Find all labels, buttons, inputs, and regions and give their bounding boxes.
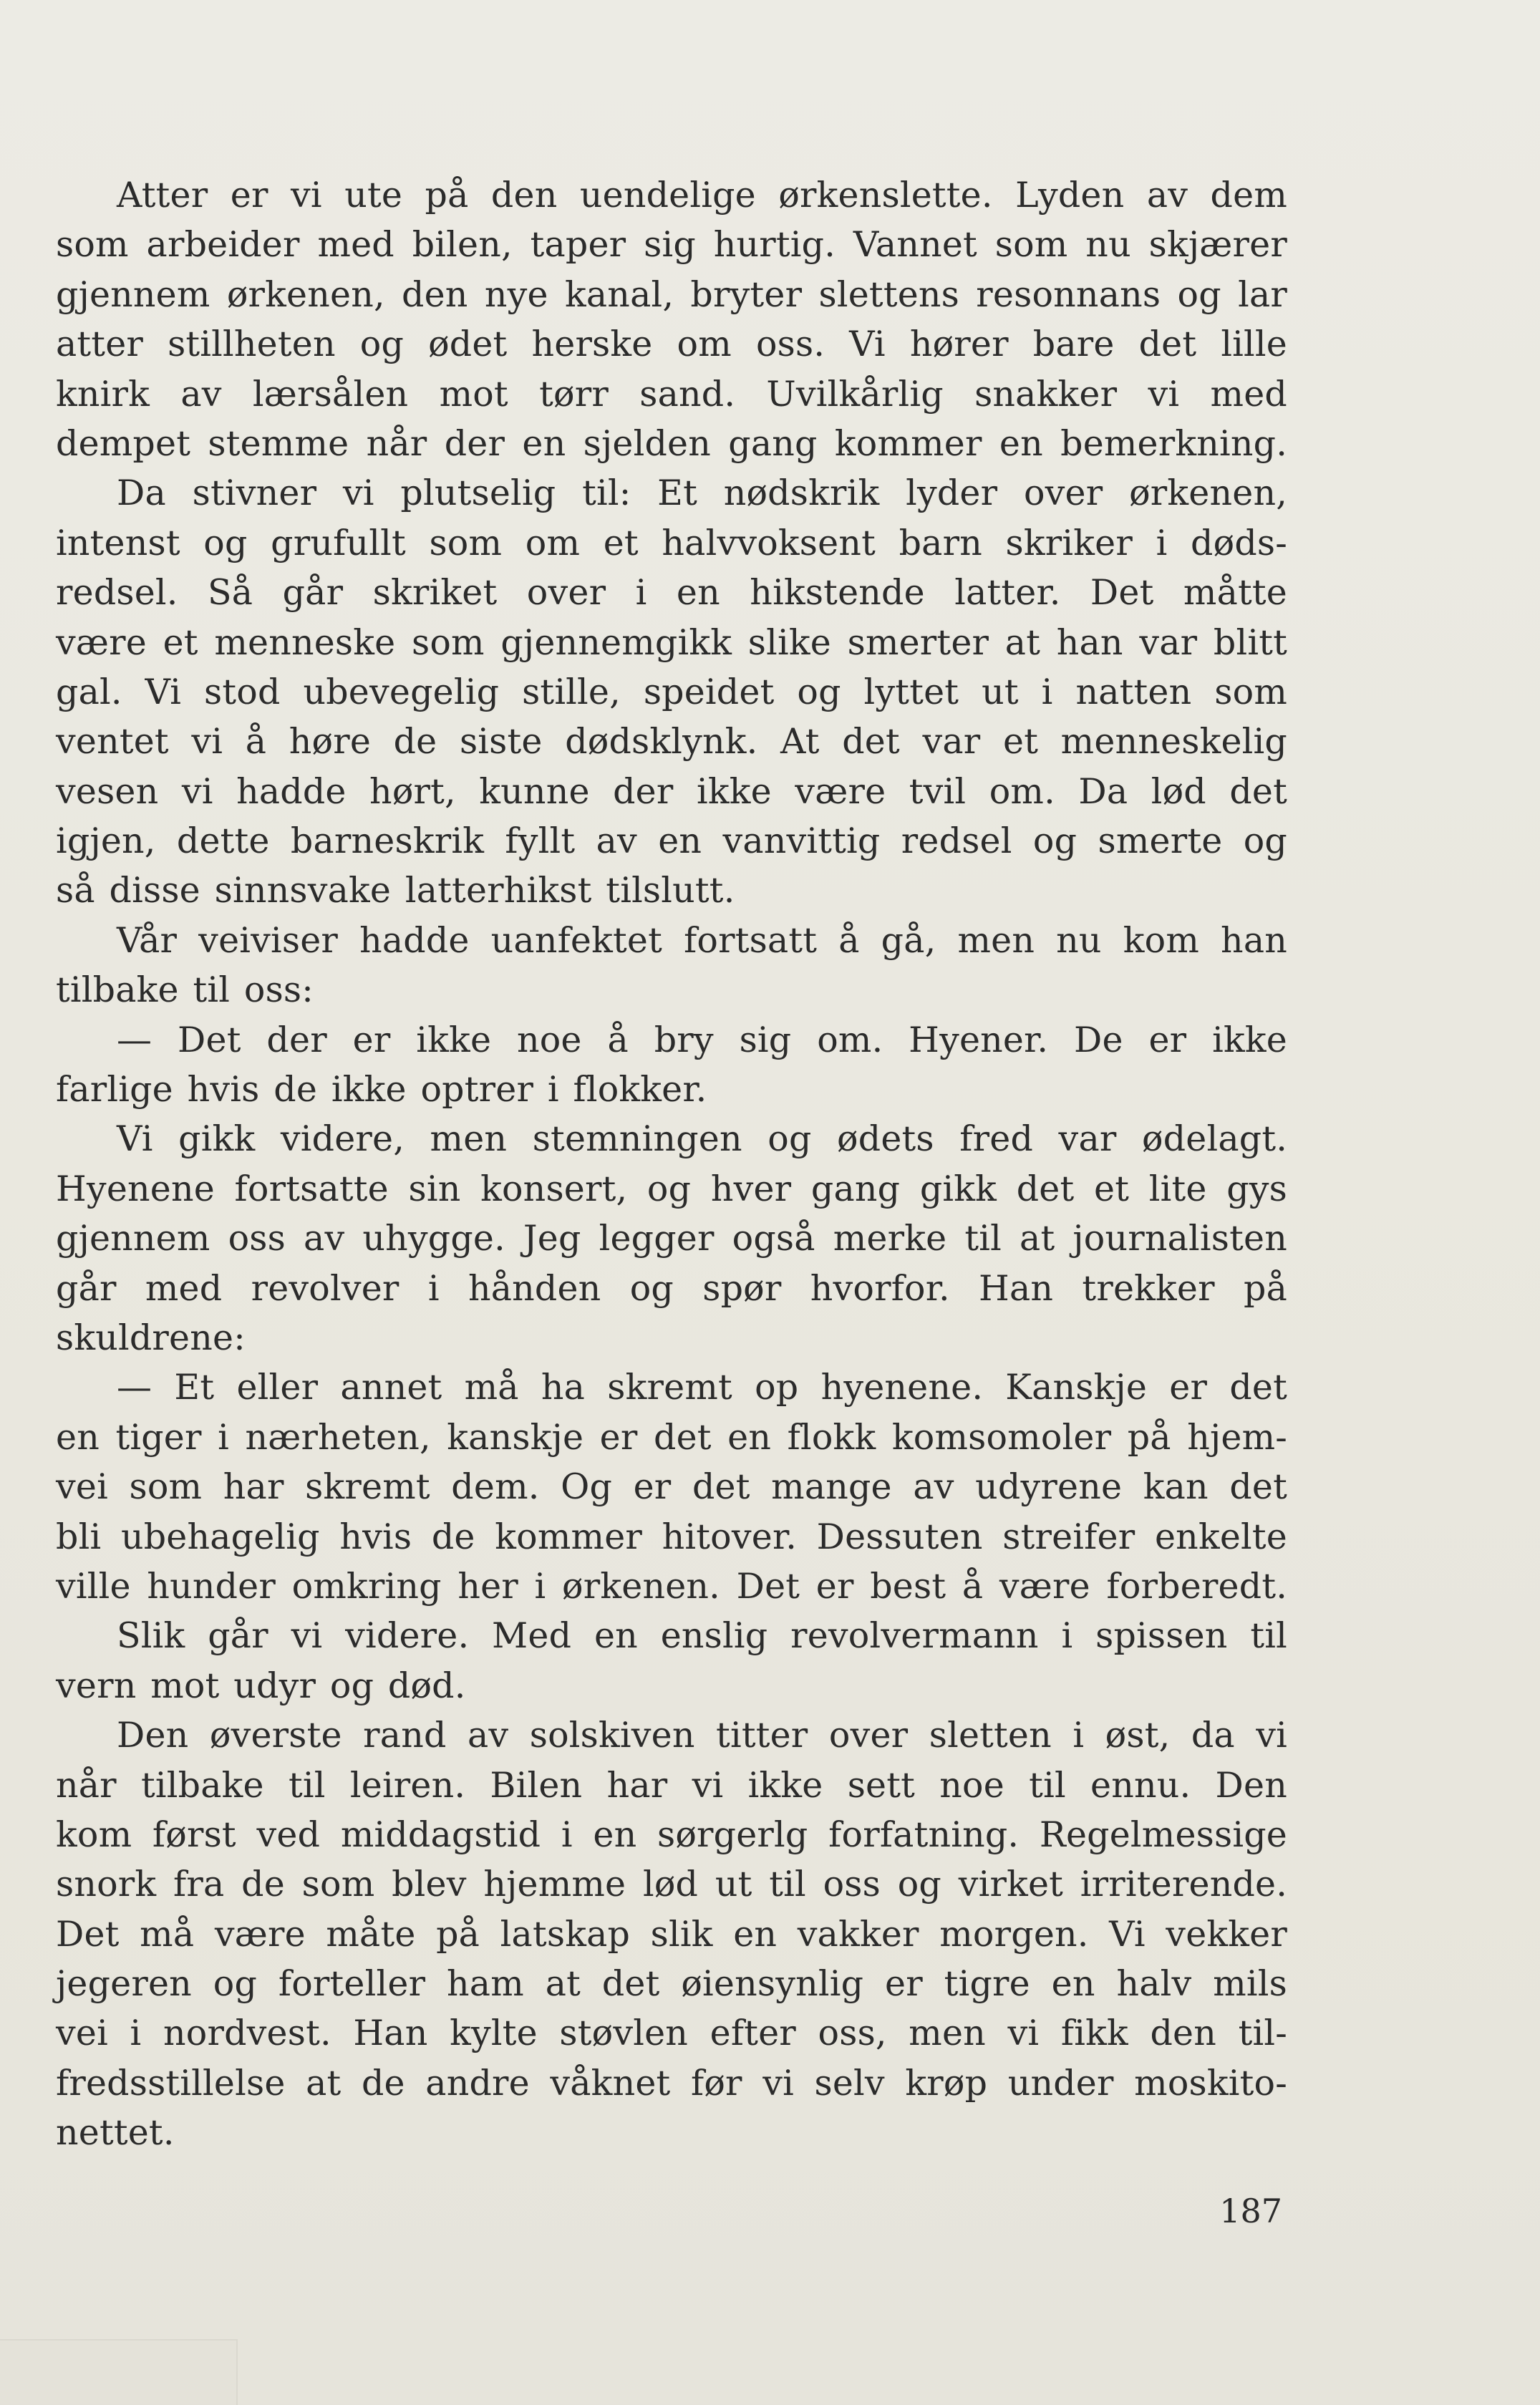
text-line: Hyenene fortsatte sin konsert, og hver gang gikk det et lite gys: [56, 1168, 1287, 1209]
text-line: jegeren og forteller ham at det øiensynlig er tigre en halv mils: [56, 1963, 1287, 2005]
text-line: når tilbake til leiren. Bilen har vi ikke sett noe til ennu. Den: [56, 1764, 1287, 1806]
text-line: fredsstillelse at de andre våknet før vi selv krøp under moskito-: [56, 2062, 1287, 2104]
text-line: vesen vi hadde hørt, kunne der ikke være tvil om. Da lød det: [56, 770, 1287, 812]
text-line: gal. Vi stod ubevegelig stille, speidet og lyttet ut i natten som: [56, 671, 1287, 712]
text-line: bli ubehagelig hvis de kommer hitover. Dessuten streifer enkelte: [56, 1516, 1287, 1557]
text-line: — Et eller annet må ha skremt op hyenene. Kanskje er det: [117, 1367, 1287, 1408]
text-line: snork fra de som blev hjemme lød ut til oss og virket irriterende.: [56, 1864, 1287, 1905]
text-line: vei i nordvest. Han kylte støvlen efter oss, men vi fikk den til-: [56, 2013, 1287, 2054]
text-line: farlige hvis de ikke optrer i flokker.: [56, 1069, 707, 1110]
text-line: ville hunder omkring her i ørkenen. Det er best å være forberedt.: [56, 1565, 1287, 1607]
text-line: som arbeider med bilen, taper sig hurtig. Vannet som nu skjærer: [56, 224, 1287, 266]
text-line: tilbake til oss:: [56, 969, 314, 1011]
text-line: igjen, dette barneskrik fyllt av en vanvittig redsel og smerte og: [56, 821, 1287, 862]
text-line: — Det der er ikke noe å bry sig om. Hyener. De er ikke: [117, 1019, 1287, 1060]
text-line: gjennem oss av uhygge. Jeg legger også merke til at journalisten: [56, 1218, 1287, 1259]
text-line: Atter er vi ute på den uendelige ørkenslette. Lyden av dem: [117, 175, 1287, 216]
text-line: Da stivner vi plutselig til: Et nødskrik lyder over ørkenen,: [117, 473, 1287, 514]
text-line: redsel. Så går skriket over i en hikstende latter. Det måtte: [56, 572, 1287, 614]
text-line: være et menneske som gjennemgikk slike smerter at han var blitt: [56, 621, 1287, 663]
text-line: vei som har skremt dem. Og er det mange av udyrene kan det: [56, 1466, 1287, 1508]
text-line: så disse sinnsvake latterhikst tilslutt.: [56, 870, 735, 911]
text-line: knirk av lærsålen mot tørr sand. Uvilkårlig snakker vi med: [56, 373, 1287, 415]
scan-corner-mark: [0, 2339, 238, 2405]
text-line: skuldrene:: [56, 1317, 246, 1358]
page-number: 187: [1219, 2192, 1282, 2230]
text-line: Den øverste rand av solskiven titter over sletten i øst, da vi: [117, 1715, 1287, 1756]
text-line: gjennem ørkenen, den nye kanal, bryter slettens resonnans og lar: [56, 274, 1287, 315]
text-line: en tiger i nærheten, kanskje er det en flokk komsomoler på hjem-: [56, 1416, 1287, 1458]
text-line: Vår veiviser hadde uanfektet fortsatt å gå, men nu kom han: [117, 919, 1287, 961]
text-line: nettet.: [56, 2112, 175, 2154]
text-line: dempet stemme når der en sjelden gang kommer en bemerkning.: [56, 422, 1287, 464]
text-line: intenst og grufullt som om et halvvoksent barn skriker i døds-: [56, 522, 1287, 563]
text-line: atter stillheten og ødet herske om oss. Vi hører bare det lille: [56, 324, 1287, 365]
text-line: Vi gikk videre, men stemningen og ødets fred var ødelagt.: [117, 1118, 1287, 1160]
text-line: går med revolver i hånden og spør hvorfor. Han trekker på: [56, 1267, 1287, 1309]
text-line: vern mot udyr og død.: [56, 1665, 466, 1706]
text-line: kom først ved middagstid i en sørgerlg forfatning. Regelmessige: [56, 1814, 1287, 1855]
text-line: Det må være måte på latskap slik en vakker morgen. Vi vekker: [56, 1913, 1287, 1955]
text-line: Slik går vi videre. Med en enslig revolvermann i spissen til: [117, 1615, 1287, 1657]
body-text: [56, 170, 1287, 2158]
text-line: ventet vi å høre de siste dødsklynk. At det var et menneskelig: [56, 721, 1287, 763]
